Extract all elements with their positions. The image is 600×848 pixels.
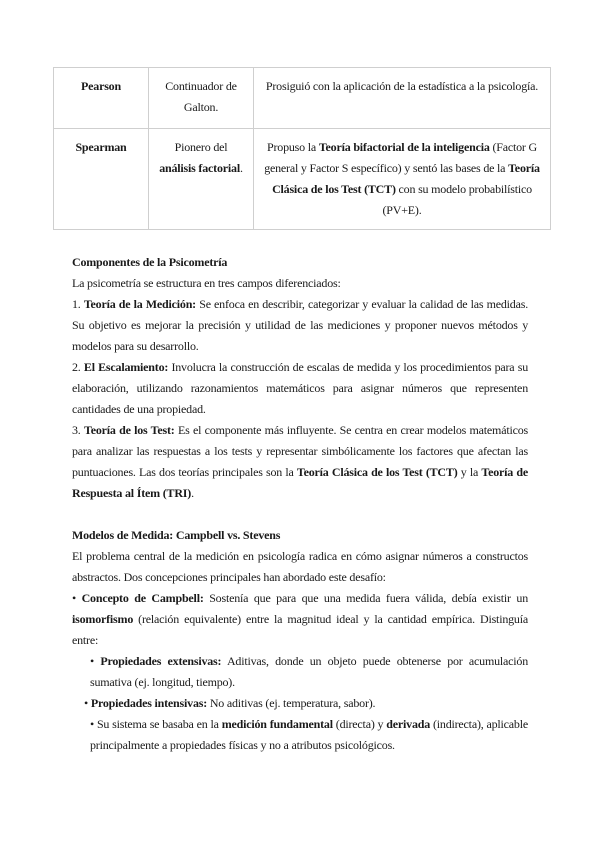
intensive-properties — [72, 693, 528, 714]
bullet: • — [84, 696, 91, 710]
item-title: Teoría de la Medición: — [83, 297, 196, 311]
item-title: Concepto de Campbell: — [81, 591, 204, 605]
psychometricians-table — [53, 67, 551, 230]
item-text: Es el componente más influyente. Se centra en crear modelos matemáticos para analizar las respuestas a los tests y representar simbólicamente los factores que afectan las puntuaciones. Las dos teorías principales son la — [72, 423, 528, 479]
component-item-2 — [72, 357, 528, 420]
bold-term: Teoría bifactorial de la inteligencia — [318, 140, 490, 154]
campbell-concept — [72, 588, 528, 651]
item-number: 2. — [72, 360, 84, 374]
item-text: (indirecta), aplicable principalmente a propiedades físicas y no a atributos psicológicos. — [90, 717, 528, 752]
item-number: 1. — [72, 297, 84, 311]
item-number: 3. — [72, 423, 84, 437]
bold-term: Teoría Clásica de los Test (TCT) — [296, 465, 458, 479]
item-text: (relación equivalente) entre la magnitud ideal y la cantidad empírica. Distinguía entre: — [72, 612, 528, 647]
measurement-system — [72, 714, 528, 756]
section-heading-components: Componentes de la Psicometría — [72, 255, 228, 269]
person-role — [149, 129, 254, 230]
item-text: Su sistema se basaba en la — [96, 717, 222, 731]
component-item-3 — [72, 420, 528, 504]
table-row — [54, 129, 551, 230]
person-contribution: Prosiguió con la aplicación de la estadística a la psicología. — [254, 68, 551, 129]
person-name: Pearson — [54, 68, 149, 129]
paragraph-gap — [72, 504, 528, 525]
item-text: No aditivas (ej. temperatura, sabor). — [207, 696, 376, 710]
extensive-properties — [72, 651, 528, 693]
bullet: • — [90, 717, 97, 731]
bold-term: Teoría de Respuesta al Ítem (TRI) — [72, 465, 528, 500]
component-item-1 — [72, 294, 528, 357]
text: con su modelo probabilístico (PV+E). — [382, 182, 532, 217]
item-title: Teoría de los Test: — [84, 423, 175, 437]
table-row — [54, 68, 551, 129]
section-heading-models: Modelos de Medida: Campbell vs. Stevens — [72, 528, 281, 542]
item-title: Propiedades extensivas: — [100, 654, 222, 668]
item-text: . — [191, 486, 194, 500]
item-text: Aditivas, donde un objeto puede obtenerse por acumulación sumativa (ej. longitud, tiempo). — [90, 654, 528, 689]
item-text: Sostenía que para que una medida fuera válida, debía existir un — [203, 591, 528, 605]
document-body — [72, 252, 528, 756]
person-contribution — [254, 129, 551, 230]
item-title: Propiedades intensivas: — [90, 696, 208, 710]
item-text: (directa) y — [332, 717, 387, 731]
item-title: El Escalamiento: — [83, 360, 169, 374]
bold-term: derivada — [386, 717, 431, 731]
role-end: . — [239, 161, 243, 175]
text: Propuso la — [267, 140, 319, 154]
item-text: Se enfoca en describir, categorizar y evaluar la calidad de las medidas. Su objetivo es mejorar la precisión y utilidad de las mediciones y proponer nuevos métodos y modelos para su desarrollo. — [72, 297, 528, 353]
person-role: Continuador de Galton. — [149, 68, 254, 129]
role-bold: análisis factorial — [159, 161, 240, 175]
item-text: y la — [457, 465, 482, 479]
bullet: • — [90, 654, 101, 668]
bold-term: Teoría Clásica de los Test (TCT) — [272, 161, 540, 196]
components-intro: La psicometría se estructura en tres campos diferenciados: — [72, 276, 341, 290]
bold-term: isomorfismo — [72, 612, 134, 626]
role-text: Pionero del — [174, 140, 228, 154]
text: (Factor G general y Factor S específico) y sentó las bases de la — [264, 140, 537, 175]
models-intro: El problema central de la medición en psicología radica en cómo asignar números a constructos abstractos. Dos concepciones principales han abordado este desafío: — [72, 549, 528, 584]
bold-term: medición fundamental — [221, 717, 333, 731]
bullet: • — [72, 591, 82, 605]
person-name: Spearman — [54, 129, 149, 230]
item-text: Involucra la construcción de escalas de medida y los procedimientos para su elaboración, utilizando razonamientos matemáticos para asignar números que representen cantidades de una propiedad. — [72, 360, 528, 416]
